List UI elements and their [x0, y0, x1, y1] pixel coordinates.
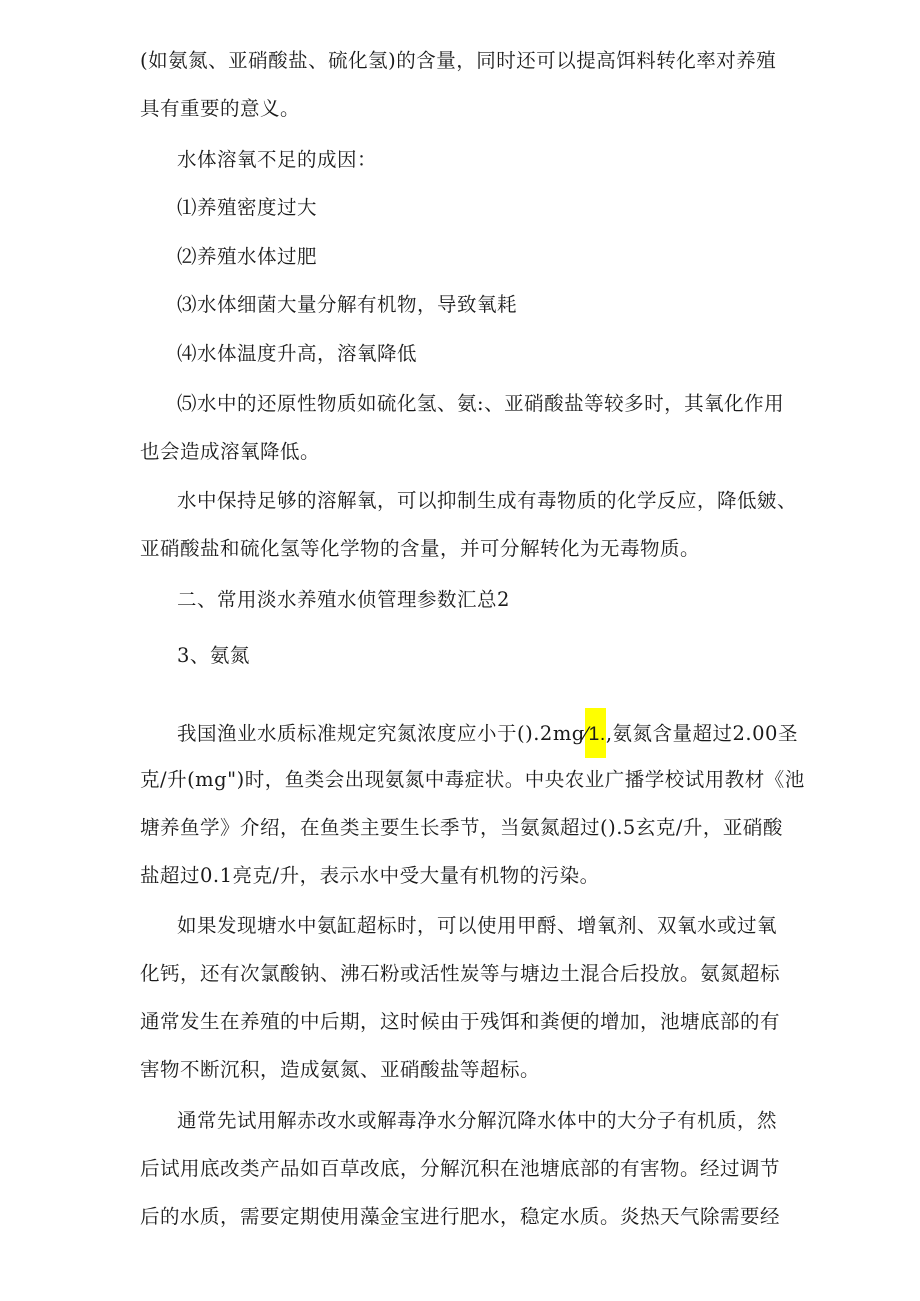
text-line: 通常先试用解赤改水或解毒净水分解沉降水体中的大分子有机质，然 — [177, 1109, 778, 1132]
paragraph-2 — [140, 477, 800, 573]
text-line: 如果发现塘水中氨缸超标时，可以使用甲酹、增氧剂、双氧水或过氧 — [177, 914, 778, 937]
cause-item-5 — [140, 380, 800, 476]
text-line: 水中保持足够的溶解氧，可以抑制生成有毒物质的化学反应，降低皴、 — [177, 489, 798, 512]
text-line: 后的水质，需要定期使用藻金宝进行肥水，稳定水质。炎热天气除需要经 — [140, 1205, 781, 1228]
highlighted-text: ⁄1. — [585, 708, 606, 758]
text-line: ⑸水中的还原性物质如硫化氢、氨:、亚硝酸盐等较多时，其氧化作用 — [177, 392, 785, 415]
text-line: 也会造成溶氧降低。 — [140, 440, 321, 463]
paragraph-3 — [140, 708, 805, 900]
text-line: 害物不断沉积，造成氨氮、亚硝酸盐等超标。 — [140, 1058, 541, 1081]
text-line — [140, 708, 800, 756]
paragraph-1 — [140, 37, 800, 133]
cause-item-3: ⑶水体细菌大量分解有机物，导致氧耗 — [177, 293, 518, 316]
paragraph-5 — [140, 1097, 800, 1241]
text-line: 亚硝酸盐和硫化氢等化学物的含量，并可分解转化为无毒物质。 — [140, 537, 701, 560]
cause-item-2: ⑵养殖水体过肥 — [177, 245, 318, 268]
paragraph-4 — [140, 902, 800, 1094]
cause-item-1: ⑴养殖密度过大 — [177, 196, 318, 219]
text-line: 后试用底改类产品如百草改底，分解沉积在池塘底部的有害物。经过调节 — [140, 1157, 781, 1180]
text-segment: ,氨氮含量超过2.00圣 — [605, 722, 798, 745]
subsection-heading: 3、氨氮 — [177, 644, 250, 667]
text-line: 盐超过0.1亮克/升，表示水中受大量有机物的污染。 — [140, 864, 600, 887]
cause-item-4: ⑷水体温度升高，溶氧降低 — [177, 342, 418, 365]
text-line: (如氨氮、亚硝酸盐、硫化氢)的含量，同时还可以提高饵料转化率对养殖 — [140, 49, 777, 72]
text-line: 通常发生在养殖的中后期，这时候由于残饵和粪便的增加，池塘底部的有 — [140, 1010, 781, 1033]
section-heading: 二、常用淡水养殖水侦管理参数汇总2 — [177, 588, 510, 611]
text-line: 化钙，还有次氯酸钠、沸石粉或活性炭等与塘边土混合后投放。氨氮超标 — [140, 962, 781, 985]
text-line: 克/升(mg")时，鱼类会出现氨氮中毒症状。中央农业广播学校试用教材《池 — [140, 768, 805, 791]
causes-heading: 水体溶氧不足的成因： — [177, 148, 378, 171]
text-line: 具有重要的意义。 — [140, 97, 301, 120]
text-segment: 我国渔业水质标准规定究氮浓度应小于().2mg — [177, 722, 585, 745]
text-line: 塘养鱼学》介绍，在鱼类主要生长季节，当氨氮超过().5玄克/升，亚硝酸 — [140, 816, 783, 839]
